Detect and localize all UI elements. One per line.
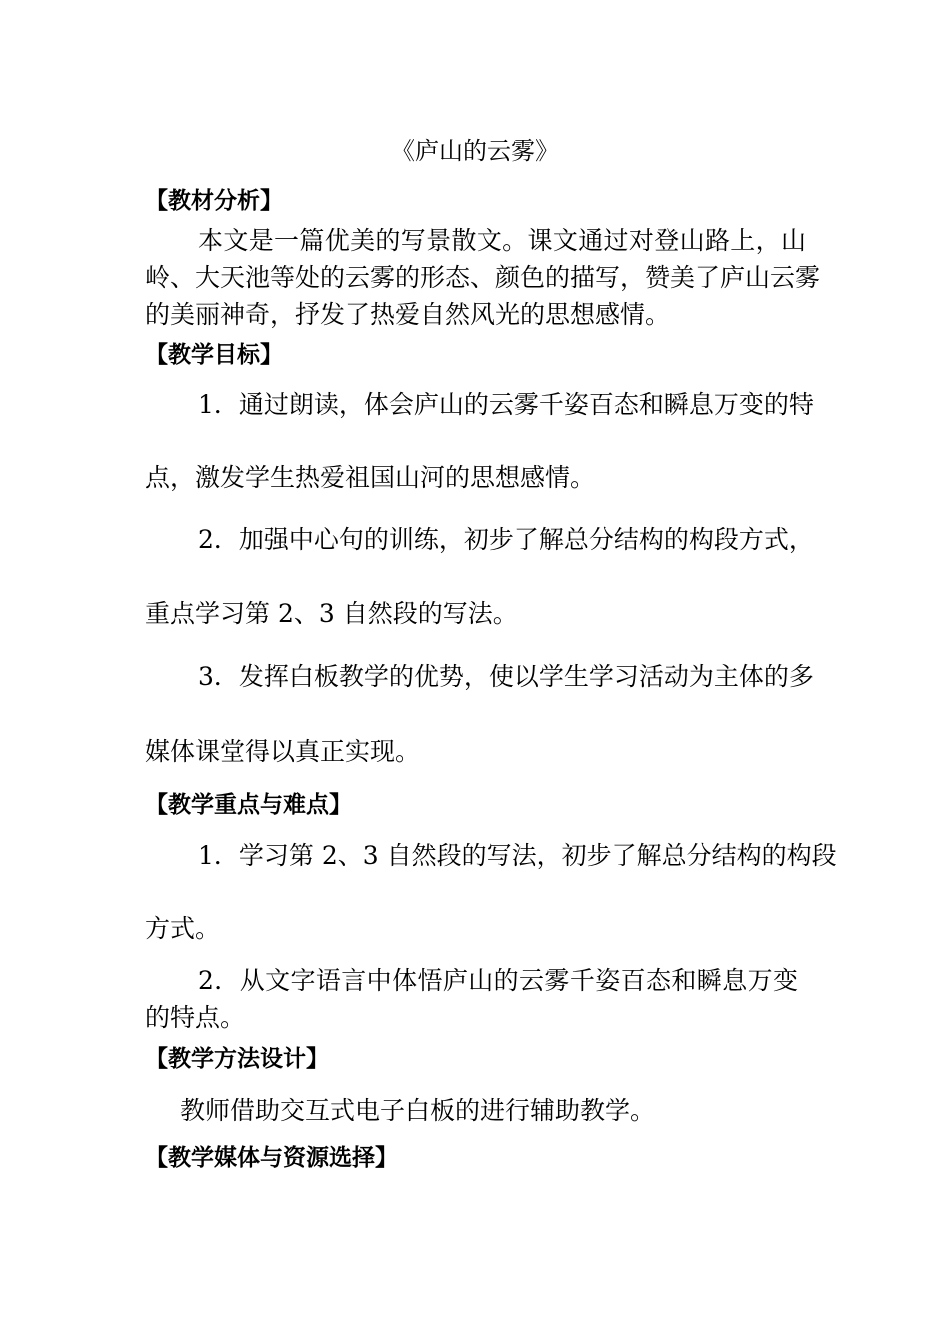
list-item-line: 重点学习第 2、3 自然段的写法。 bbox=[145, 599, 518, 628]
section-heading-objectives: 【教学目标】 bbox=[145, 342, 283, 368]
list-item-line: 的特点。 bbox=[145, 1003, 246, 1032]
document-title: 《庐山的云雾》 bbox=[391, 137, 559, 165]
list-item-line: 点，激发学生热爱祖国山河的思想感情。 bbox=[145, 463, 596, 492]
section-heading-key-points: 【教学重点与难点】 bbox=[145, 792, 352, 818]
paragraph-line: 岭、大天池等处的云雾的形态、颜色的描写，赞美了庐山云雾 bbox=[145, 263, 821, 292]
section-heading-media: 【教学媒体与资源选择】 bbox=[145, 1145, 398, 1171]
section-heading-analysis: 【教材分析】 bbox=[145, 188, 283, 214]
list-item-line: 1．通过朗读，体会庐山的云雾千姿百态和瞬息万变的特 bbox=[198, 390, 814, 419]
list-item-line: 3．发挥白板教学的优势，使以学生学习活动为主体的多 bbox=[198, 662, 814, 691]
list-item-line: 2．从文字语言中体悟庐山的云雾千姿百态和瞬息万变 bbox=[198, 966, 798, 995]
paragraph-line: 本文是一篇优美的写景散文。课文通过对登山路上，山 bbox=[198, 226, 806, 255]
paragraph-line: 的美丽神奇，抒发了热爱自然风光的思想感情。 bbox=[145, 300, 671, 329]
list-item-line: 方式。 bbox=[145, 914, 221, 943]
paragraph-line: 教师借助交互式电子白板的进行辅助教学。 bbox=[180, 1096, 656, 1125]
list-item-line: 2．加强中心句的训练，初步了解总分结构的构段方式， bbox=[198, 525, 814, 554]
list-item-line: 媒体课堂得以真正实现。 bbox=[145, 737, 421, 766]
list-item-line: 1．学习第 2、3 自然段的写法，初步了解总分结构的构段 bbox=[198, 841, 837, 870]
section-heading-methods: 【教学方法设计】 bbox=[145, 1046, 329, 1072]
